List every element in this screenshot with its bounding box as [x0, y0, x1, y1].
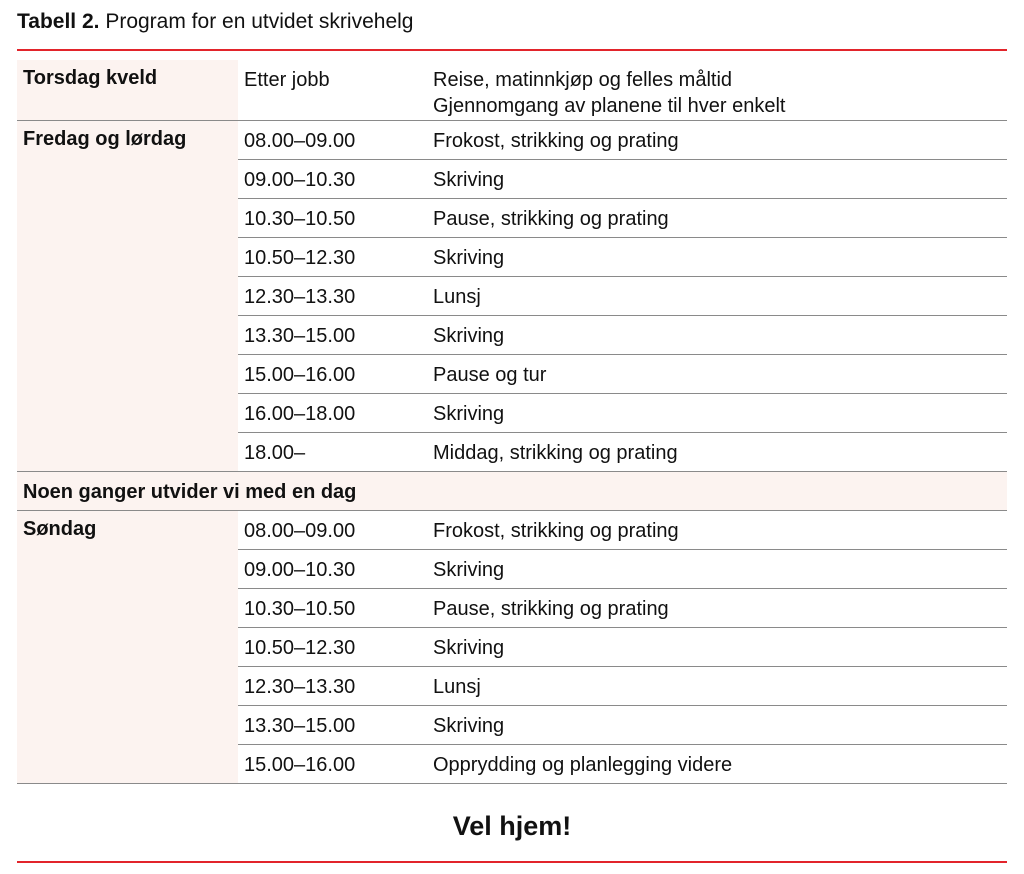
activity-cell: Middag, strikking og prating [426, 432, 1007, 471]
activity-cell: Skriving [426, 627, 1007, 666]
time-cell: 13.30–15.00 [238, 705, 426, 744]
time-cell: 10.50–12.30 [238, 627, 426, 666]
closing-message: Vel hjem! [452, 811, 572, 841]
time-cell: 12.30–13.30 [238, 666, 426, 705]
activity-cell: Opprydding og planlegging videre [426, 744, 1007, 783]
activity-cell [426, 60, 1007, 120]
bottom-divider [17, 861, 1007, 863]
activity-cell: Pause, strikking og prating [426, 198, 1007, 237]
extension-banner: Noen ganger utvider vi med en dag [17, 471, 1007, 510]
activity-cell: Skriving [426, 159, 1007, 198]
time-cell: 12.30–13.30 [238, 276, 426, 315]
time-cell: 10.50–12.30 [238, 237, 426, 276]
top-divider [17, 49, 1007, 51]
time-cell: 13.30–15.00 [238, 315, 426, 354]
time-cell: 15.00–16.00 [238, 744, 426, 783]
activity-cell: Pause, strikking og prating [426, 588, 1007, 627]
table-row [17, 510, 1007, 549]
activity-cell: Skriving [426, 237, 1007, 276]
activity-cell: Pause og tur [426, 354, 1007, 393]
activity-cell: Skriving [426, 705, 1007, 744]
time-cell: 10.30–10.50 [238, 198, 426, 237]
caption-label: Tabell 2. [17, 10, 100, 33]
time-cell: 08.00–09.00 [238, 510, 426, 549]
day-label: Torsdag kveld [17, 60, 238, 120]
table-caption [17, 8, 413, 36]
activity-cell: Skriving [426, 315, 1007, 354]
activity-line: Reise, matinnkjøp og felles måltid [433, 69, 733, 91]
time-cell: Etter jobb [238, 60, 426, 120]
table-row [17, 120, 1007, 159]
activity-cell: Frokost, strikking og prating [426, 120, 1007, 159]
extension-banner-row [17, 471, 1007, 510]
time-cell: 10.30–10.50 [238, 588, 426, 627]
activity-line: Gjennomgang av planene til hver enkelt [433, 95, 786, 117]
time-cell: 16.00–18.00 [238, 393, 426, 432]
table-row-thursday [17, 60, 1007, 120]
time-cell: 15.00–16.00 [238, 354, 426, 393]
activity-cell: Skriving [426, 393, 1007, 432]
activity-cell: Skriving [426, 549, 1007, 588]
schedule-table [17, 60, 1007, 784]
activity-cell: Lunsj [426, 666, 1007, 705]
activity-cell: Lunsj [426, 276, 1007, 315]
day-label: Fredag og lørdag [17, 120, 238, 471]
time-cell: 09.00–10.30 [238, 159, 426, 198]
caption-title: Program for en utvidet skrivehelg [105, 10, 414, 33]
time-cell: 09.00–10.30 [238, 549, 426, 588]
activity-cell: Frokost, strikking og prating [426, 510, 1007, 549]
day-label: Søndag [17, 510, 238, 783]
time-cell: 18.00– [238, 432, 426, 471]
time-cell: 08.00–09.00 [238, 120, 426, 159]
